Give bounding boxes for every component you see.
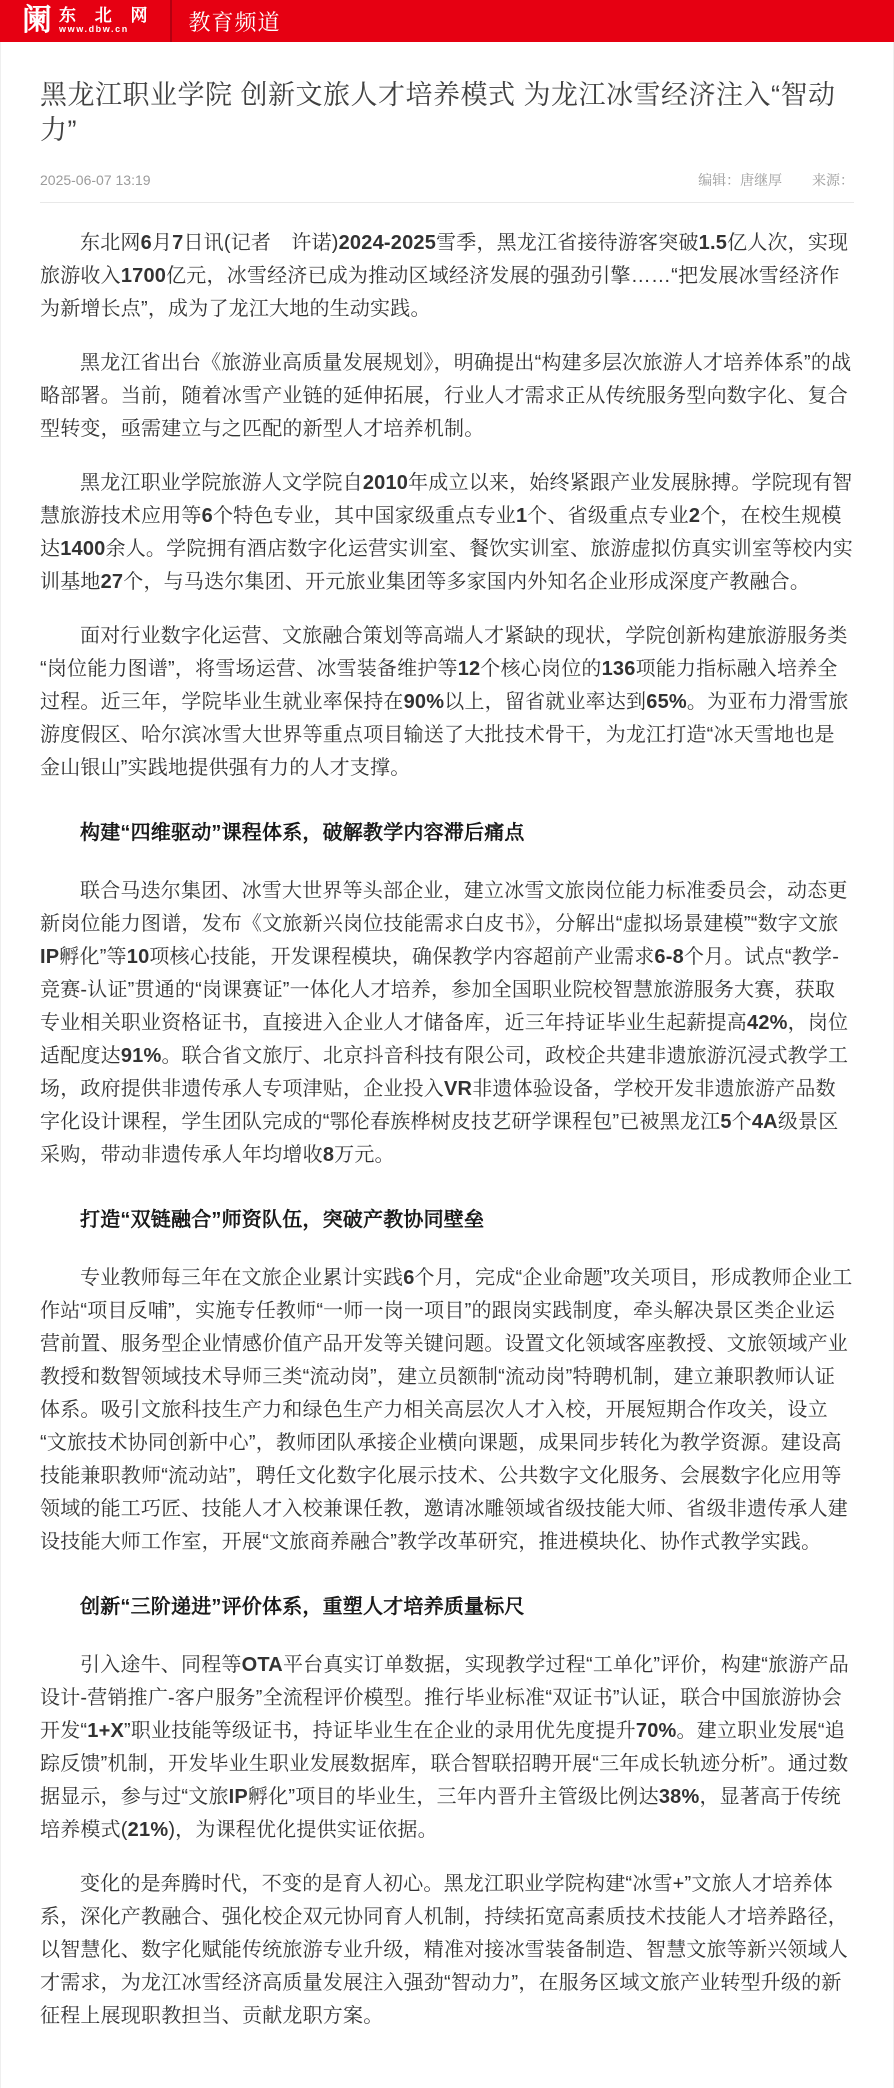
- article-title: 黑龙江职业学院 创新文旅人才培养模式 为龙江冰雪经济注入“智动力”: [40, 80, 836, 146]
- site-url: www.dbw.cn: [59, 24, 129, 35]
- section-heading: 创新“三阶递进”评价体系，重塑人才培养质量标尺: [80, 1596, 525, 1619]
- site-name: 东 北 网: [59, 5, 155, 25]
- article-paragraph: 引入途牛、同程等OTA平台真实订单数据，实现教学过程“工单化”评价，构建“旅游产品设计-营销推广-客户服务”全流程评价模型。推行毕业标准“双证书”认证，联合中国旅游协会开发“1+X”职业技能等级证书，持证毕业生在企业的录用优先度提升70%。建立职业发展“追踪反馈”机制，开发毕业生职业发展数据库，联合智联招聘开展“三年成长轨迹分析”。通过数据显示，参与过“文旅IP孵化”项目的毕业生，三年内晋升主管级比例达38%，显著高于传统培养模式(21%)，为课程优化提供实证依据。: [40, 1654, 849, 1842]
- article-meta: [40, 170, 854, 190]
- section-heading: 打造“双链融合”师资队伍，突破产教协同壁垒: [80, 1209, 485, 1232]
- editor-label: 编辑：唐继厚: [698, 172, 783, 189]
- site-header: [0, 0, 894, 42]
- section-heading: 构建“四维驱动”课程体系，破解教学内容滞后痛点: [80, 822, 525, 845]
- article-page: [0, 42, 894, 2088]
- article-paragraph: 黑龙江省出台《旅游业高质量发展规划》，明确提出“构建多层次旅游人才培养体系”的战略部署。当前，随着冰雪产业链的延伸拓展，行业人才需求正从传统服务型向数字化、复合型转变，亟需建立与之匹配的新型人才培养机制。: [40, 352, 852, 441]
- article-paragraph: 东北网6月7日讯(记者 许诺)2024-2025雪季，黑龙江省接待游客突破1.5亿人次，实现旅游收入1700亿元，冰雪经济已成为推动区域经济发展的强劲引擎……“把发展冰雪经济作为新增长点”，成为了龙江大地的生动实践。: [40, 232, 849, 321]
- dbw-logo-icon: 阑: [22, 4, 52, 37]
- source-label: 来源：: [812, 172, 854, 189]
- article-paragraph: 面对行业数字化运营、文旅融合策划等高端人才紧缺的现状，学院创新构建旅游服务类“岗位能力图谱”，将雪场运营、冰雪装备维护等12个核心岗位的136项能力指标融入培养全过程。近三年，学院毕业生就业率保持在90%以上，留省就业率达到65%。为亚布力滑雪旅游度假区、哈尔滨冰雪大世界等重点项目输送了大批技术骨干，为龙江打造“冰天雪地也是金山银山”实践地提供强有力的人才支撑。: [40, 625, 849, 780]
- article-paragraph: 黑龙江职业学院旅游人文学院自2010年成立以来，始终紧跟产业发展脉搏。学院现有智慧旅游技术应用等6个特色专业，其中国家级重点专业1个、省级重点专业2个，在校生规模达1400余人。学院拥有酒店数字化运营实训室、餐饮实训室、旅游虚拟仿真实训室等校内实训基地27个，与马迭尔集团、开元旅业集团等多家国内外知名企业形成深度产教融合。: [40, 472, 853, 594]
- article-body: [40, 227, 854, 2033]
- site-logo[interactable]: [0, 0, 170, 42]
- article-paragraph: 专业教师每三年在文旅企业累计实践6个月，完成“企业命题”攻关项目，形成教师企业工作站“项目反哺”，实施专任教师“一师一岗一项目”的跟岗实践制度，牵头解决景区类企业运营前置、服务型企业情感价值产品开发等关键问题。设置文化领域客座教授、文旅领域产业教授和数智领域技术导师三类“流动岗”，建立员额制“流动岗”特聘机制，建立兼职教师认证体系。吸引文旅科技生产力和绿色生产力相关高层次人才入校，开展短期合作攻关，设立“文旅技术协同创新中心”，教师团队承接企业横向课题，成果同步转化为教学资源。建设高技能兼职教师“流动站”，聘任文化数字化展示技术、公共数字文化服务、会展数字化应用等领域的能工巧匠、技能人才入校兼课任教，邀请冰雕领域省级技能大师、省级非遗传承人建设技能大师工作室，开展“文旅商养融合”教学改革研究，推进模块化、协作式教学实践。: [40, 1267, 853, 1554]
- article-paragraph: 变化的是奔腾时代，不变的是育人初心。黑龙江职业学院构建“冰雪+”文旅人才培养体系，深化产教融合、强化校企双元协同育人机制，持续拓宽高素质技术技能人才培养路径，以智慧化、数字化赋能传统旅游专业升级，精准对接冰雪装备制造、智慧文旅等新兴领域人才需求，为龙江冰雪经济高质量发展注入强劲“智动力”，在服务区域文旅产业转型升级的新征程上展现职教担当、贡献龙职方案。: [40, 1873, 848, 2028]
- channel-title[interactable]: 教育频道: [188, 9, 281, 35]
- title-divider: [40, 202, 854, 203]
- publish-date: 2025-06-07 13:19: [40, 172, 151, 189]
- article-paragraph: 联合马迭尔集团、冰雪大世界等头部企业，建立冰雪文旅岗位能力标准委员会，动态更新岗位能力图谱，发布《文旅新兴岗位技能需求白皮书》，分解出“虚拟场景建模”“数字文旅IP孵化”等10项核心技能，开发课程模块，确保教学内容超前产业需求6-8个月。试点“教学-竞赛-认证”贯通的“岗课赛证”一体化人才培养，参加全国职业院校智慧旅游服务大赛，获取专业相关职业资格证书，直接进入企业人才储备库，近三年持证毕业生起薪提高42%，岗位适配度达91%。联合省文旅厅、北京抖音科技有限公司，政校企共建非遗旅游沉浸式教学工场，政府提供非遗传承人专项津贴，企业投入VR非遗体验设备，学校开发非遗旅游产品数字化设计课程，学生团队完成的“鄂伦春族桦树皮技艺研学课程包”已被黑龙江5个4A级景区采购，带动非遗传承人年均增收8万元。: [40, 880, 849, 1167]
